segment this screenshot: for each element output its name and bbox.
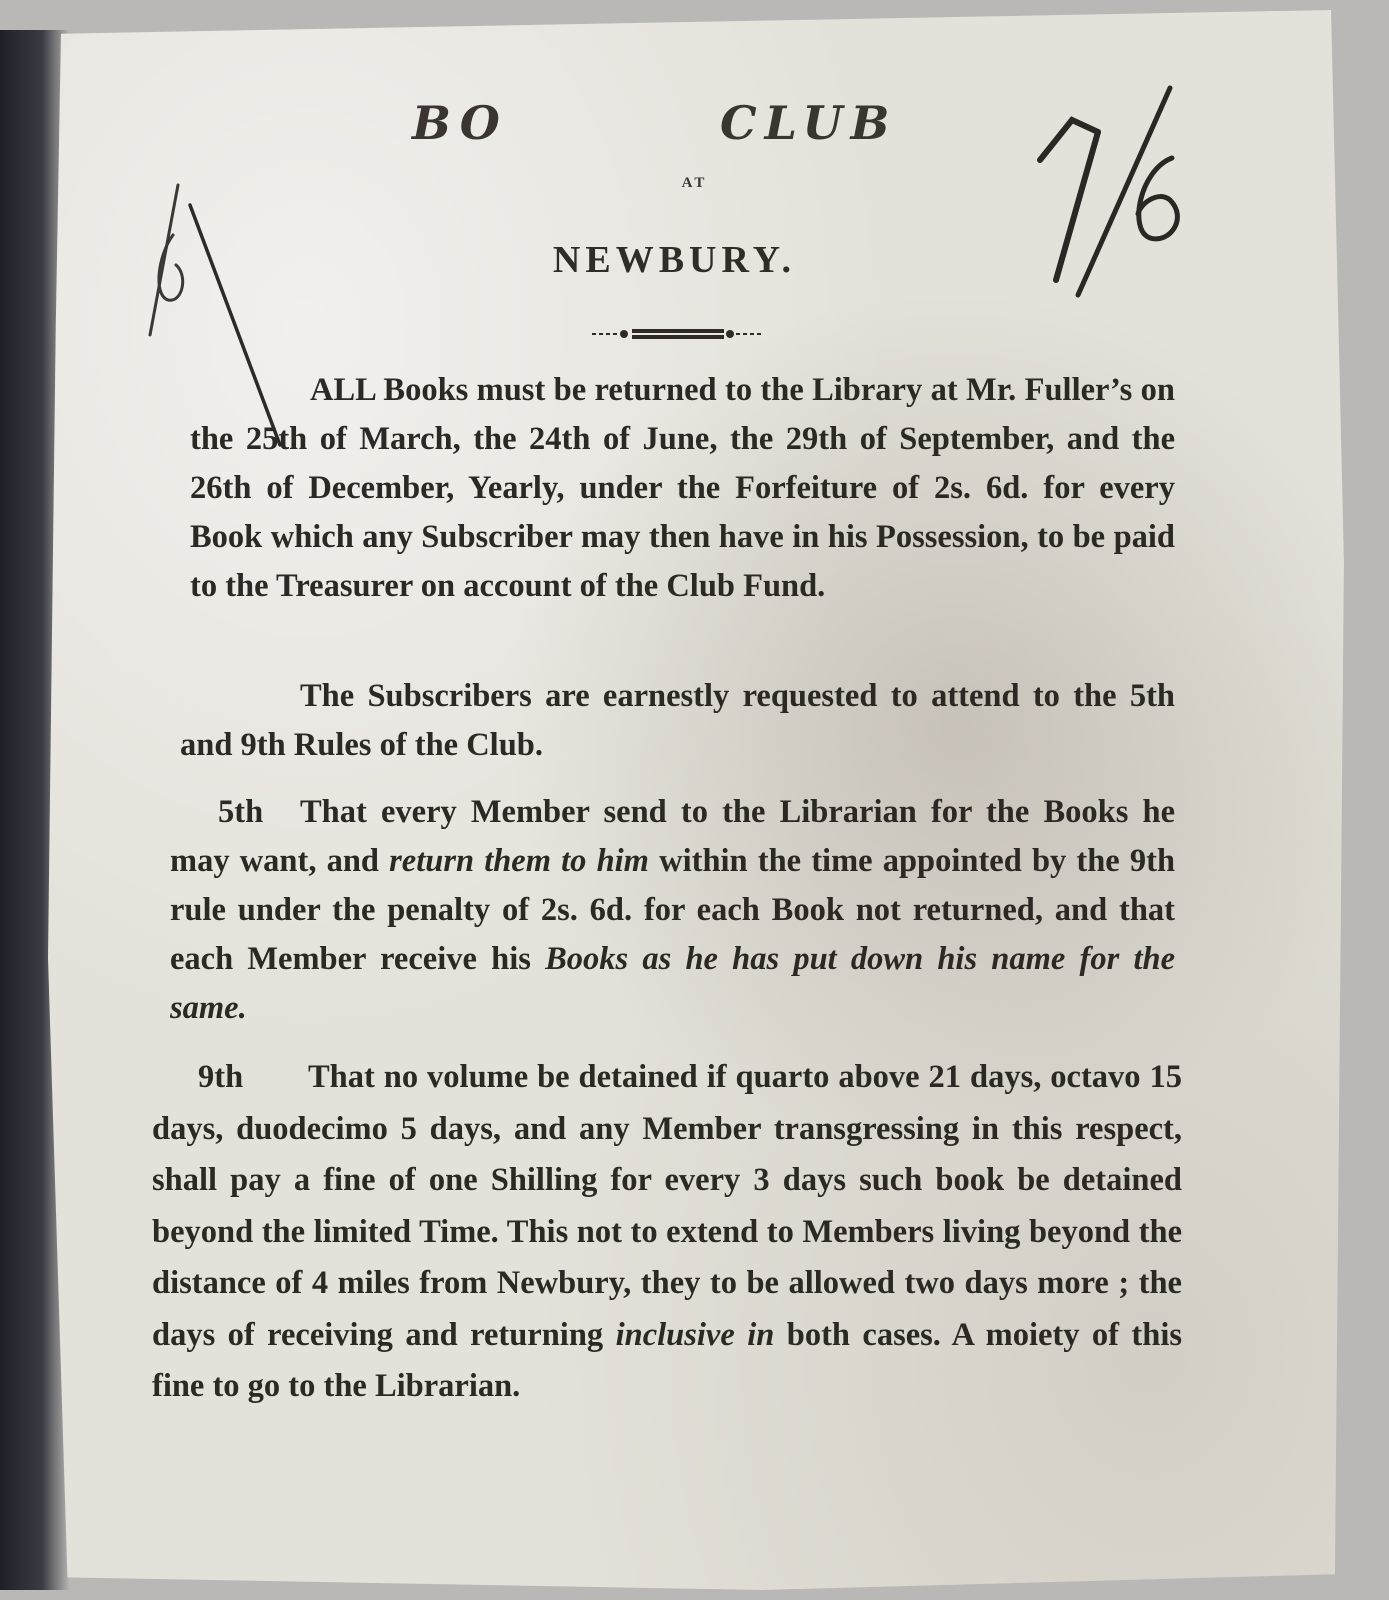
paragraph-text: That every Member send to the Librarian for the Books he may want, and [170,794,1175,879]
paragraph-text: within the time appointed by the 9th rule under the penalty of 2s. 6d. for each Book not returned, and that each Member receive his [170,843,1176,977]
paragraph-subscribers-request [180,672,1175,770]
document-title [400,96,1000,156]
rule-number: 5th [218,794,264,830]
paragraph-rule-5 [170,788,1175,1033]
handwritten-price-annotation [1020,80,1210,310]
paragraph-return-dates [190,366,1175,611]
title-word-right: CLUB [720,96,898,150]
paragraph-text: both cases. A moiety of this fine to go to the Librarian. [152,1316,1183,1404]
emphasis-text: Books as he has put down his name for the same. [170,941,1175,1026]
paragraph-text: The Subscribers are earnestly requested to attend to the 5th and 9th Rules of the Club. [180,678,1175,763]
emphasis-text: inclusive in [615,1316,775,1353]
paragraph-text: That no volume be detained if quarto above 21 days, octavo 15 days, duodecimo 5 days, and any Member transgressing in this respect, shall pay a fine of one Shilling for every 3 days such book be detained beyond the limited Time. This not to extend to Members living beyond the distance of 4 miles from Newbury, they to be allowed two days more ; the days of receiving and returning [152,1059,1182,1353]
title-word-left: BO [412,96,508,150]
paragraph-rule-9 [152,1052,1182,1413]
paragraph-text: ALL Books must be returned to the Library at Mr. Fuller’s on the 25th of March, the 24th of June, the 29th of September, and the 26th of December, Yearly, under the Forfeiture of 2s. 6d. for every Book which any Subscriber may then have in his Possession, to be paid to the Treasurer on account of the Club Fund. [190,372,1175,604]
heading-at: AT [681,175,708,191]
ornament-divider-icon [590,322,765,346]
rule-number: 9th [198,1059,244,1095]
heading-place: NEWBURY. [552,239,797,281]
emphasis-text: return them to him [389,843,649,879]
